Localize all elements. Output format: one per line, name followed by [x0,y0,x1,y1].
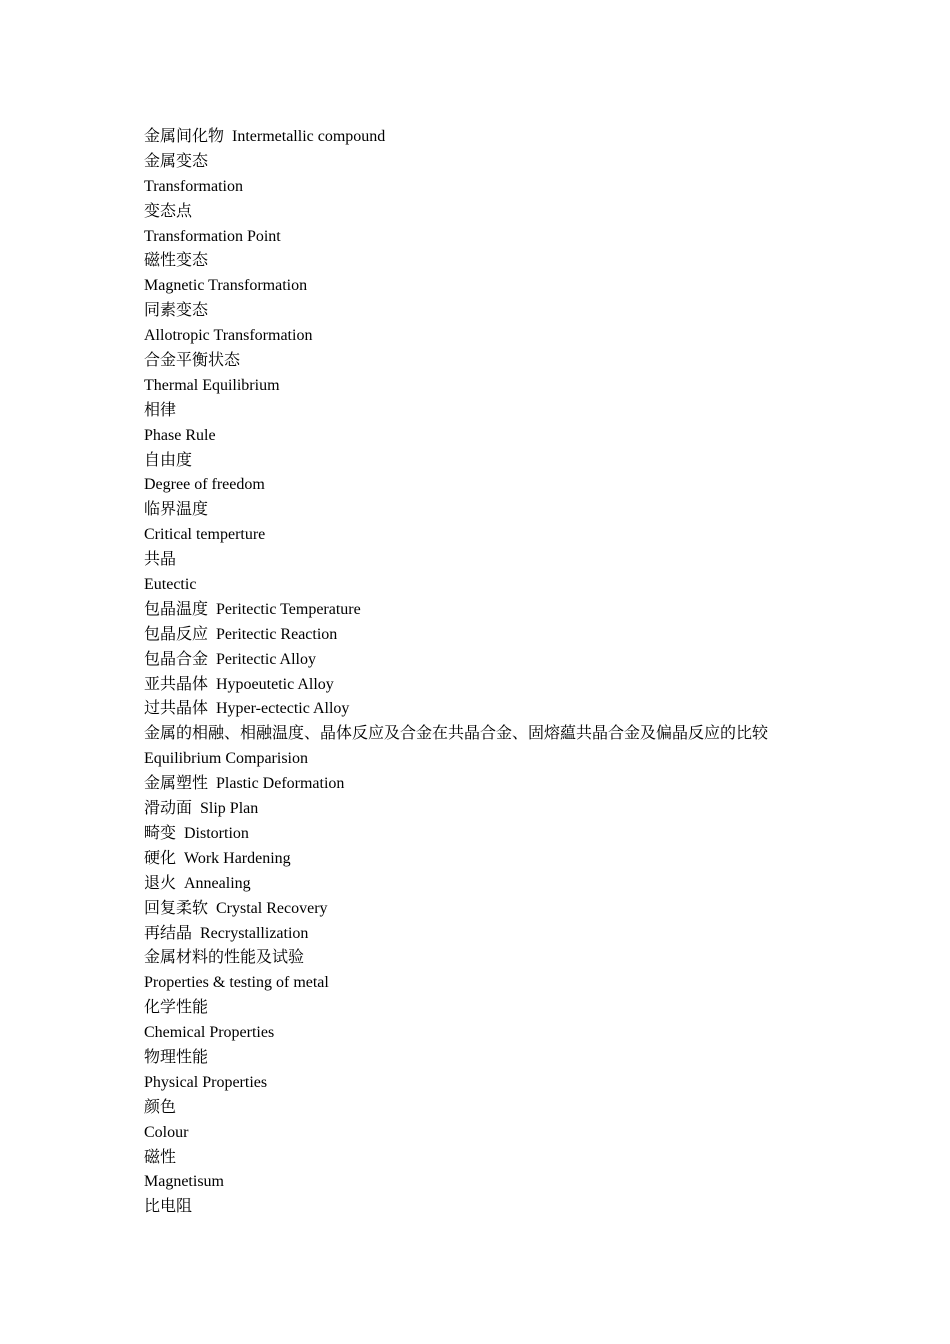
text-line: 共晶 [144,551,177,569]
text-line: 金属材料的性能及试验 [144,949,305,967]
text-line: Physical Properties [144,1073,268,1091]
text-line: 合金平衡状态 [144,352,241,370]
text-line: Properties & testing of metal [144,974,329,992]
text-body [144,125,768,1220]
text-line: 自由度 [144,451,193,469]
text-line: 相律 [144,401,177,419]
text-line: 包晶温度 Peritectic Temperature [144,600,361,618]
text-line: 滑动面 Slip Plan [144,800,259,818]
text-line: 亚共晶体 Hypoeutetic Alloy [144,675,334,693]
text-line: 包晶合金 Peritectic Alloy [144,650,316,668]
text-line: 磁性 [144,1148,177,1166]
text-line: Magnetic Transformation [144,277,308,295]
text-line: 回复柔软 Crystal Recovery [144,899,328,917]
text-line: 再结晶 Recrystallization [144,924,309,942]
text-line: Eutectic [144,576,197,594]
text-line: Magnetisum [144,1173,224,1191]
text-line: 金属的相融、相融温度、晶体反应及合金在共晶合金、固熔藴共晶合金及偏晶反应的比较 [144,725,769,743]
text-line: 硬化 Work Hardening [144,849,291,867]
text-line: 临界温度 [144,501,209,519]
text-line: 变态点 [144,202,193,220]
text-line: Allotropic Transformation [144,327,313,345]
text-line: 金属塑性 Plastic Deformation [144,775,345,793]
text-line: 畸变 Distortion [144,824,249,842]
text-line: 物理性能 [144,1048,209,1066]
text-line: 金属变态 [144,152,209,170]
text-line: Critical temperture [144,526,266,544]
text-line: Thermal Equilibrium [144,376,280,394]
text-line: Colour [144,1123,189,1141]
text-line: 比电阻 [144,1198,193,1216]
text-line: 包晶反应 Peritectic Reaction [144,625,338,643]
text-line: 颜色 [144,1098,177,1116]
text-line: 化学性能 [144,999,209,1017]
text-line: 同素变态 [144,302,209,320]
text-line: 退火 Annealing [144,874,251,892]
text-line: 金属间化物 Intermetallic compound [144,128,386,145]
text-line: Transformation Point [144,227,281,245]
text-line: Phase Rule [144,426,216,444]
text-line: Equilibrium Comparision [144,750,308,768]
text-line: Degree of freedom [144,476,265,494]
text-line: Chemical Properties [144,1024,275,1042]
text-line: 过共晶体 Hyper-ectectic Alloy [144,700,350,718]
text-line: 磁性变态 [144,252,209,270]
text-line: Transformation [144,177,243,195]
